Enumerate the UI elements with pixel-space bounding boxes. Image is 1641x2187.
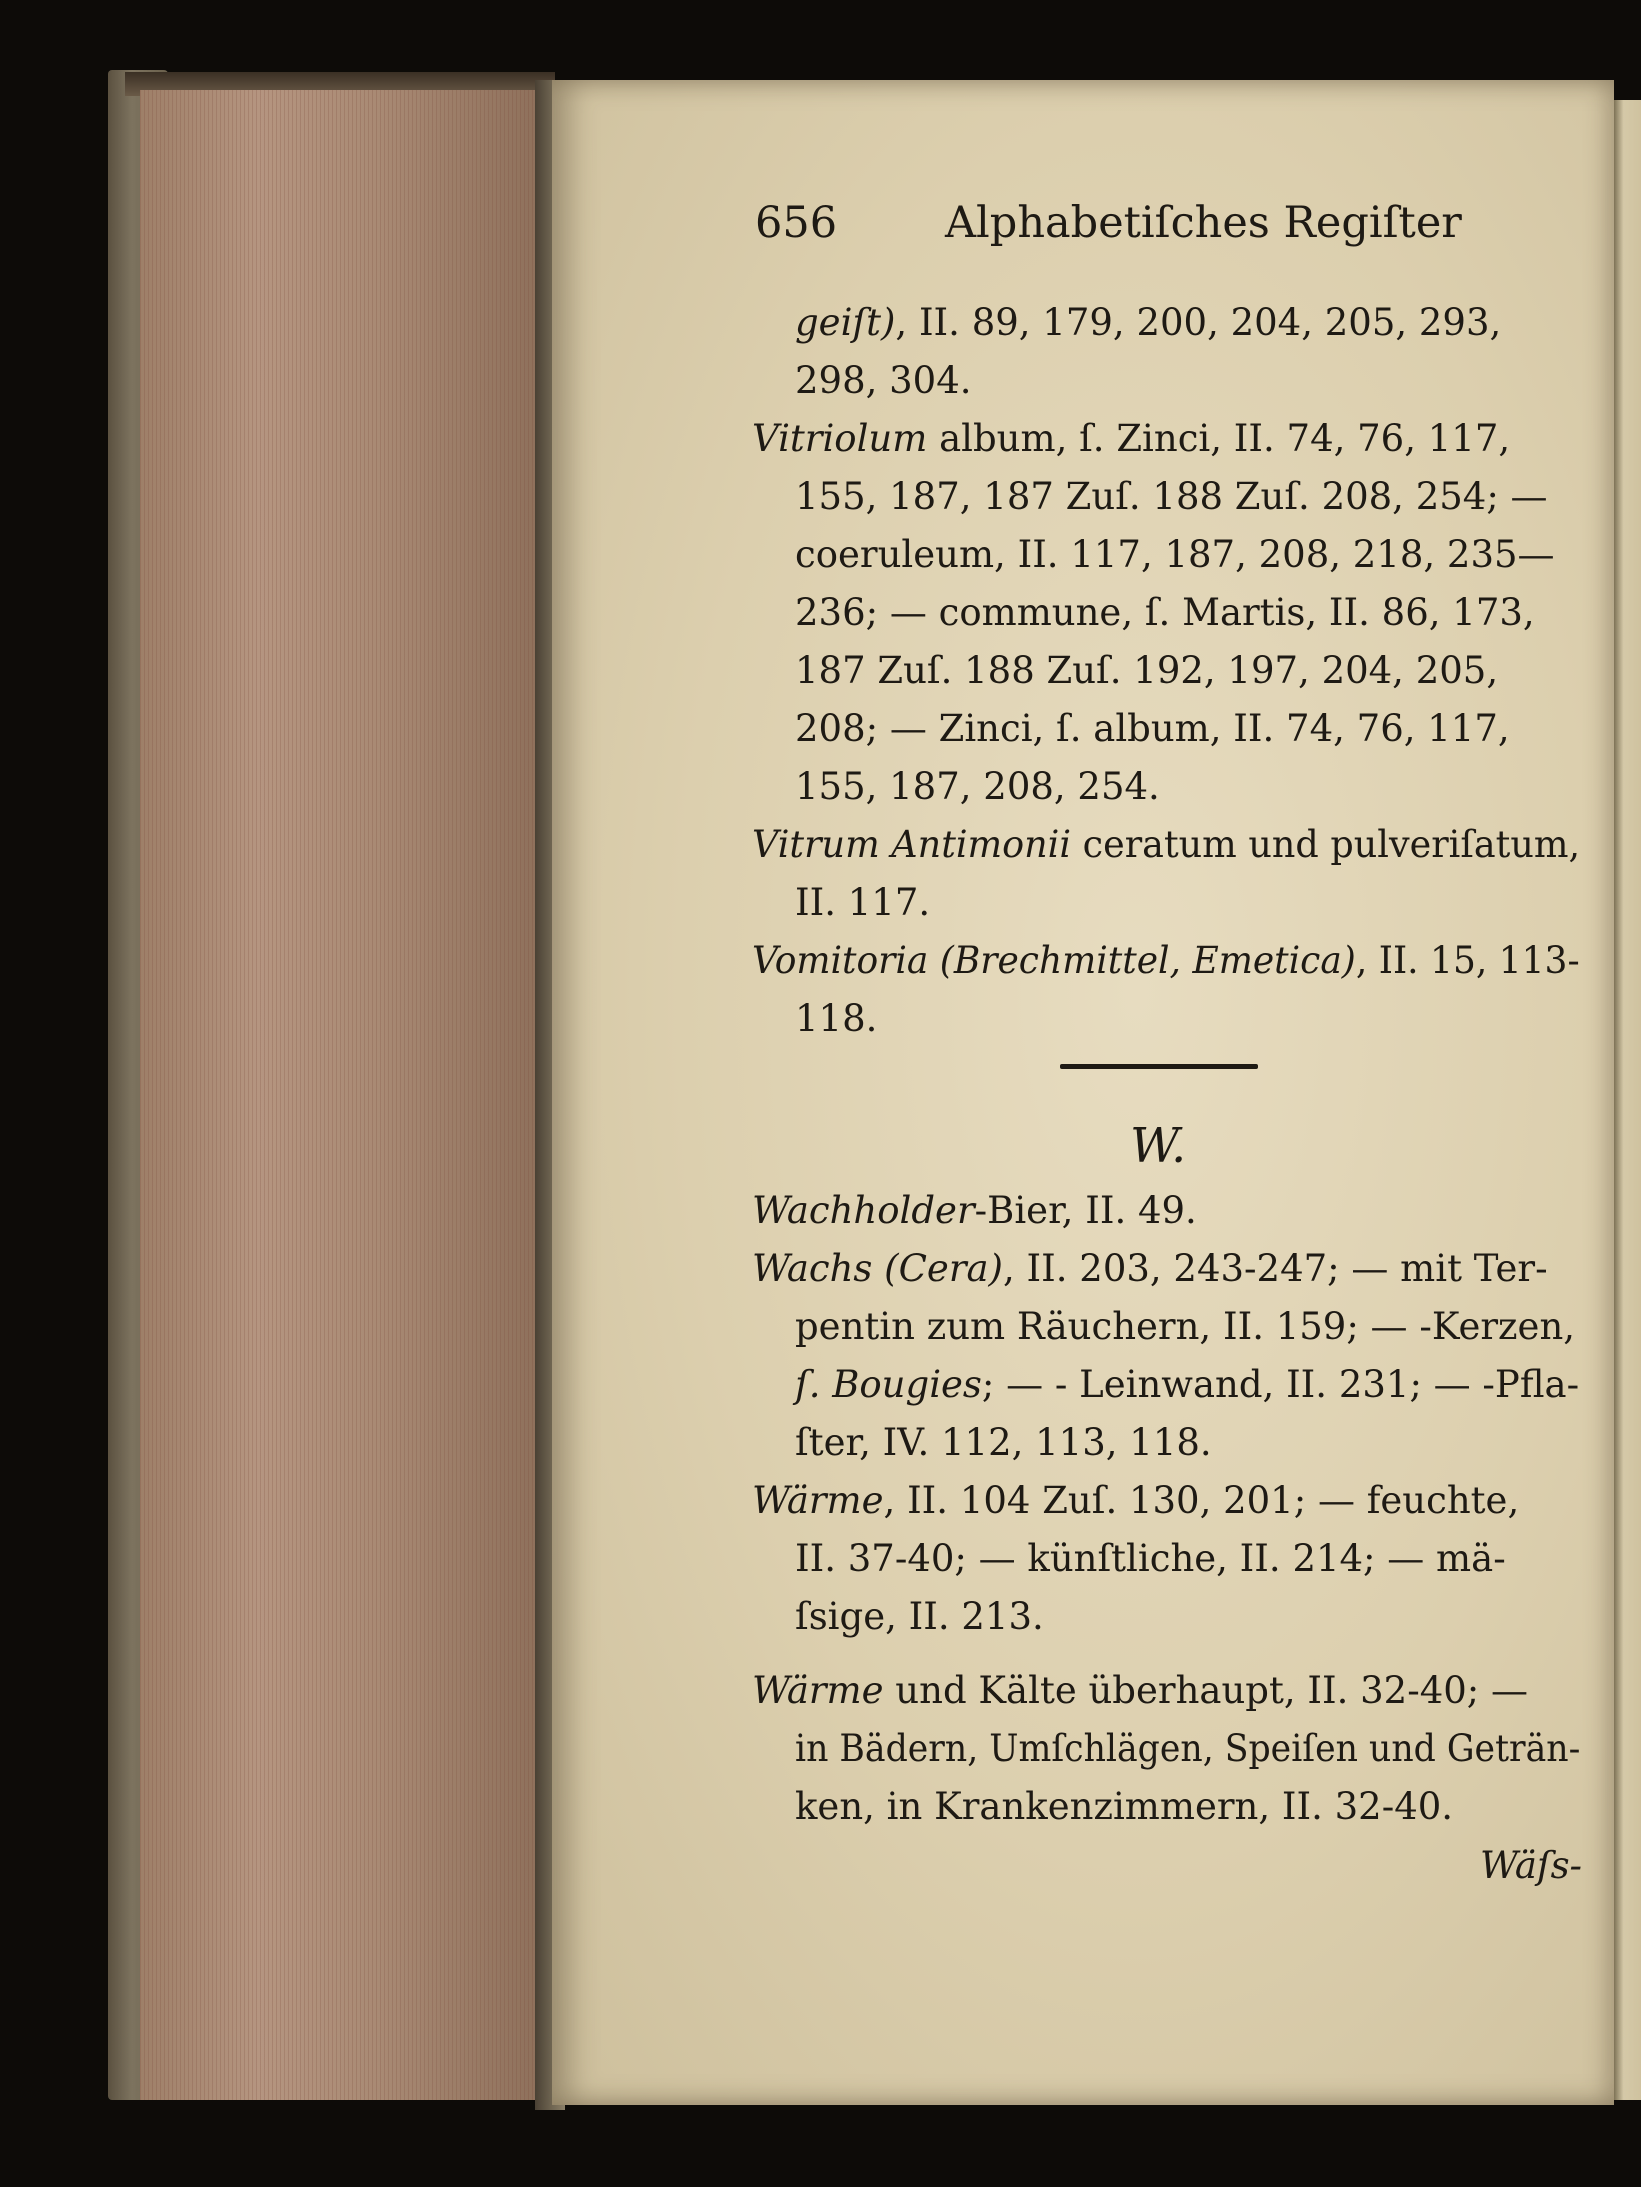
index-line: 155, 187, 208, 254.	[795, 765, 1160, 808]
index-line: ſsige, II. 213.	[795, 1595, 1044, 1638]
index-line: geiſt), II. 89, 179, 200, 204, 205, 293,	[795, 301, 1502, 344]
page-title: Alphabetiſches Regiſter	[945, 198, 1462, 248]
index-entry: Wachholder-Bier, II. 49.	[752, 1189, 1197, 1232]
index-line: 208; — Zinci, ſ. album, II. 74, 76, 117,	[795, 707, 1510, 750]
index-line: 118.	[795, 997, 878, 1040]
index-entry: Wärme, II. 104 Zuſ. 130, 201; — feuchte,	[752, 1479, 1520, 1522]
index-entry: Wachs (Cera), II. 203, 243-247; — mit Ter-	[752, 1247, 1548, 1290]
index-line: 236; — commune, ſ. Martis, II. 86, 173,	[795, 591, 1535, 634]
catchword: Wäſs-	[1480, 1844, 1583, 1887]
running-header	[755, 198, 1535, 262]
page-block-fore-edge	[140, 90, 538, 2100]
index-line: in Bädern, Umſchlägen, Speiſen und Geträn-	[795, 1727, 1581, 1770]
index-line: II. 37-40; — künſtliche, II. 214; — mä-	[795, 1537, 1506, 1580]
index-line: II. 117.	[795, 881, 931, 924]
index-line: 298, 304.	[795, 359, 972, 402]
index-line: ken, in Krankenzimmern, II. 32-40.	[795, 1785, 1454, 1828]
index-entry: Vomitoria (Brechmittel, Emetica), II. 15, 113-	[752, 939, 1580, 982]
index-entry: Vitriolum album, ſ. Zinci, II. 74, 76, 117,	[752, 417, 1511, 460]
index-line: 155, 187, 187 Zuſ. 188 Zuſ. 208, 254; —	[795, 475, 1548, 518]
index-entry: Vitrum Antimonii ceratum und pulveriſatum,	[752, 823, 1581, 866]
index-line: ſ. Bougies; — - Leinwand, II. 231; — -Pfla-	[795, 1363, 1580, 1406]
section-letter: W.	[1130, 1118, 1187, 1174]
index-line: 187 Zuſ. 188 Zuſ. 192, 197, 204, 205,	[795, 649, 1499, 692]
index-line: pentin zum Räuchern, II. 159; — -Kerzen,	[795, 1305, 1576, 1348]
index-line: ſter, IV. 112, 113, 118.	[795, 1421, 1212, 1464]
section-divider	[1060, 1064, 1258, 1069]
index-entry: Wärme und Kälte überhaupt, II. 32-40; —	[752, 1669, 1529, 1712]
index-line: coeruleum, II. 117, 187, 208, 218, 235—	[795, 533, 1555, 576]
page-number: 656	[755, 198, 838, 248]
facing-page-edge	[1612, 100, 1641, 2100]
